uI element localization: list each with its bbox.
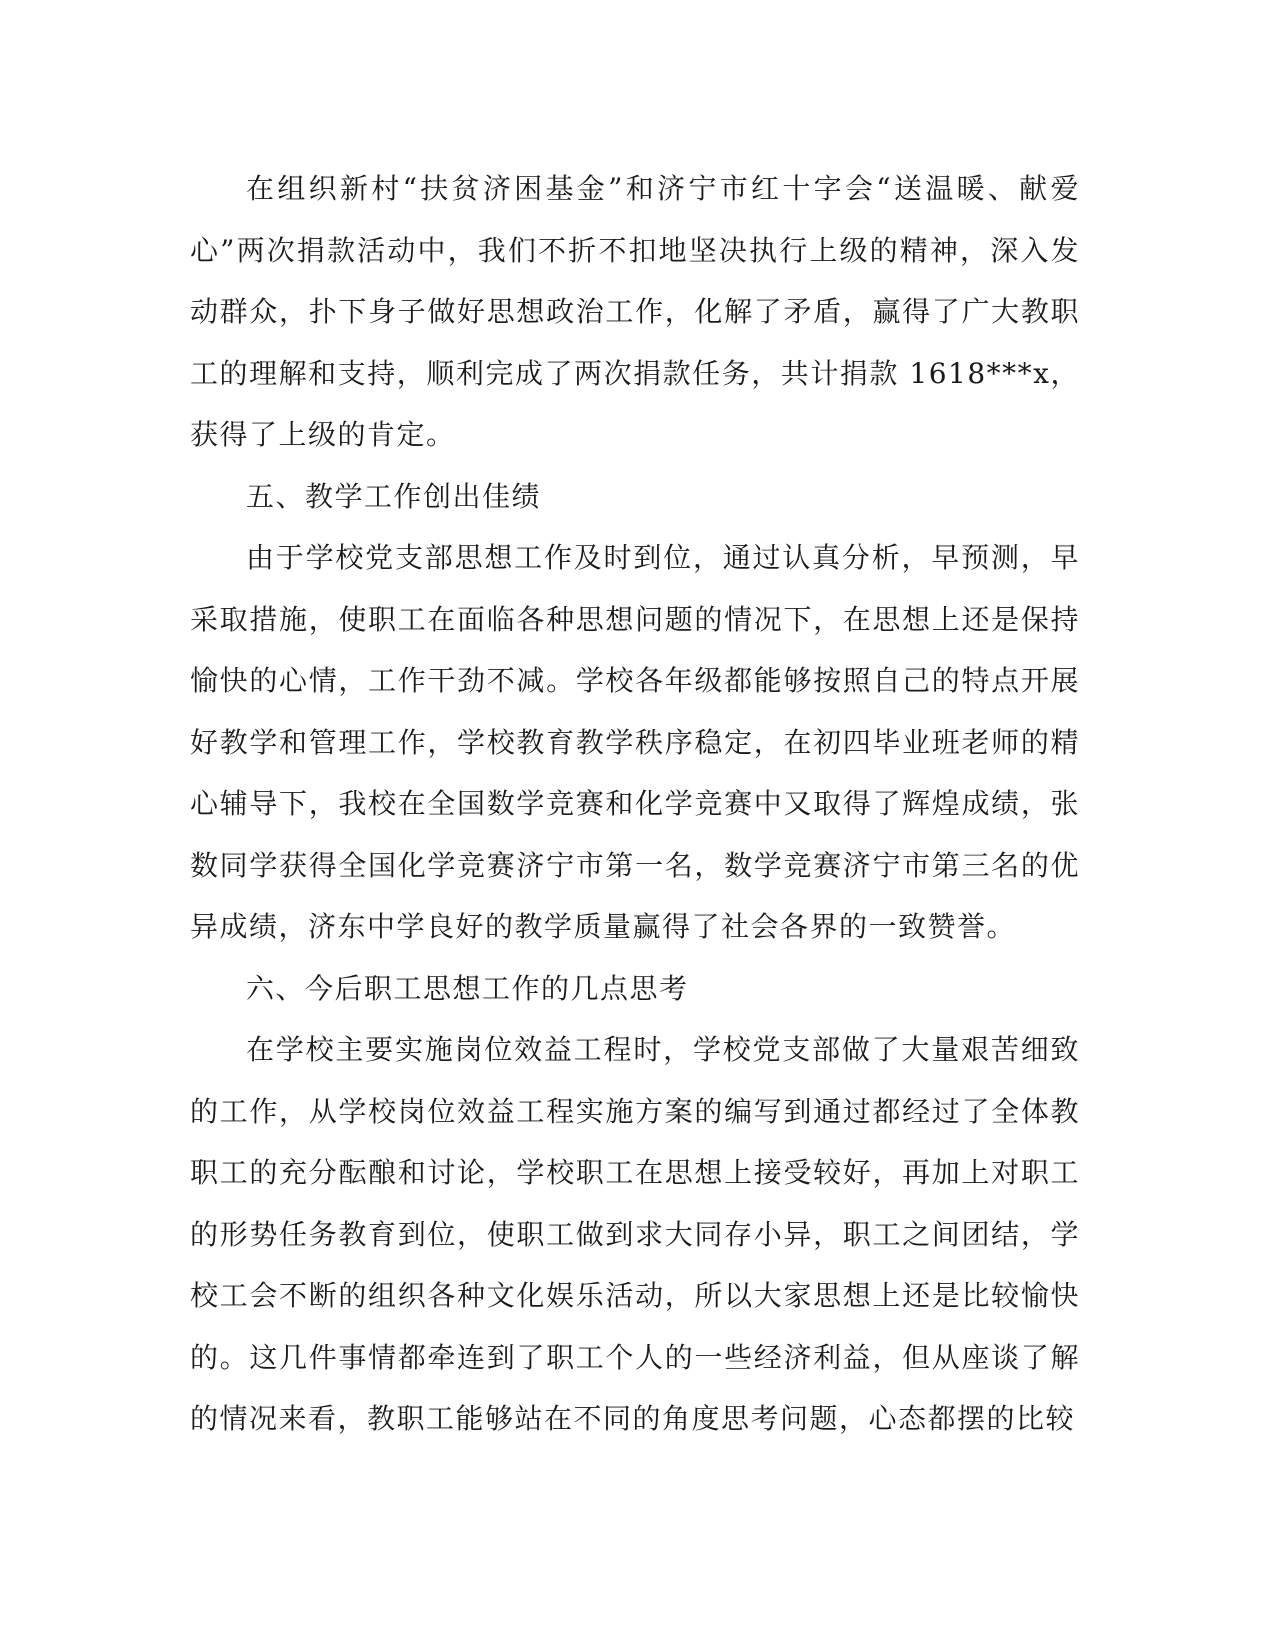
paragraph-teaching-results: 由于学校党支部思想工作及时到位，通过认真分析，早预测，早采取措施，使职工在面临各种思想问题的情况下，在思想上还是保持愉快的心情，工作干劲不减。学校各年级都能够按照自己的特点开展好教学和管理工作，学校教育教学秩序稳定，在初四毕业班老师的精心辅导下，我校在全国数学竞赛和化学竞赛中又取得了辉煌成绩，张数同学获得全国化学竞赛济宁市第一名，数学竞赛济宁市第三名的优异成绩，济东中学良好的教学质量赢得了社会各界的一致赞誉。 <box>190 541 1080 943</box>
section-heading-future-thoughts: 六、今后职工思想工作的几点思考 <box>246 971 689 1005</box>
document-body <box>190 158 1080 1450</box>
paragraph-post-benefit-project: 在学校主要实施岗位效益工程时，学校党支部做了大量艰苦细致的工作，从学校岗位效益工程实施方案的编写到通过都经过了全体教职工的充分酝酿和讨论，学校职工在思想上接受较好，再加上对职工的形势任务教育到位，使职工做到求大同存小异，职工之间团结，学校工会不断的组织各种文化娱乐活动，所以大家思想上还是比较愉快的。这几件事情都牵连到了职工个人的一些经济利益，但从座谈了解的情况来看，教职工能够站在不同的角度思考问题，心态都摆的比较 <box>190 1033 1080 1435</box>
section-heading-teaching-achievements: 五、教学工作创出佳绩 <box>246 479 542 513</box>
paragraph-donation-activities: 在组织新村“扶贫济困基金”和济宁市红十字会“送温暖、献爱心”两次捐款活动中，我们不折不扣地坚决执行上级的精神，深入发动群众，扑下身子做好思想政治工作，化解了矛盾，赢得了广大教职工的理解和支持，顺利完成了两次捐款任务，共计捐款 1618***x，获得了上级的肯定。 <box>190 172 1080 451</box>
